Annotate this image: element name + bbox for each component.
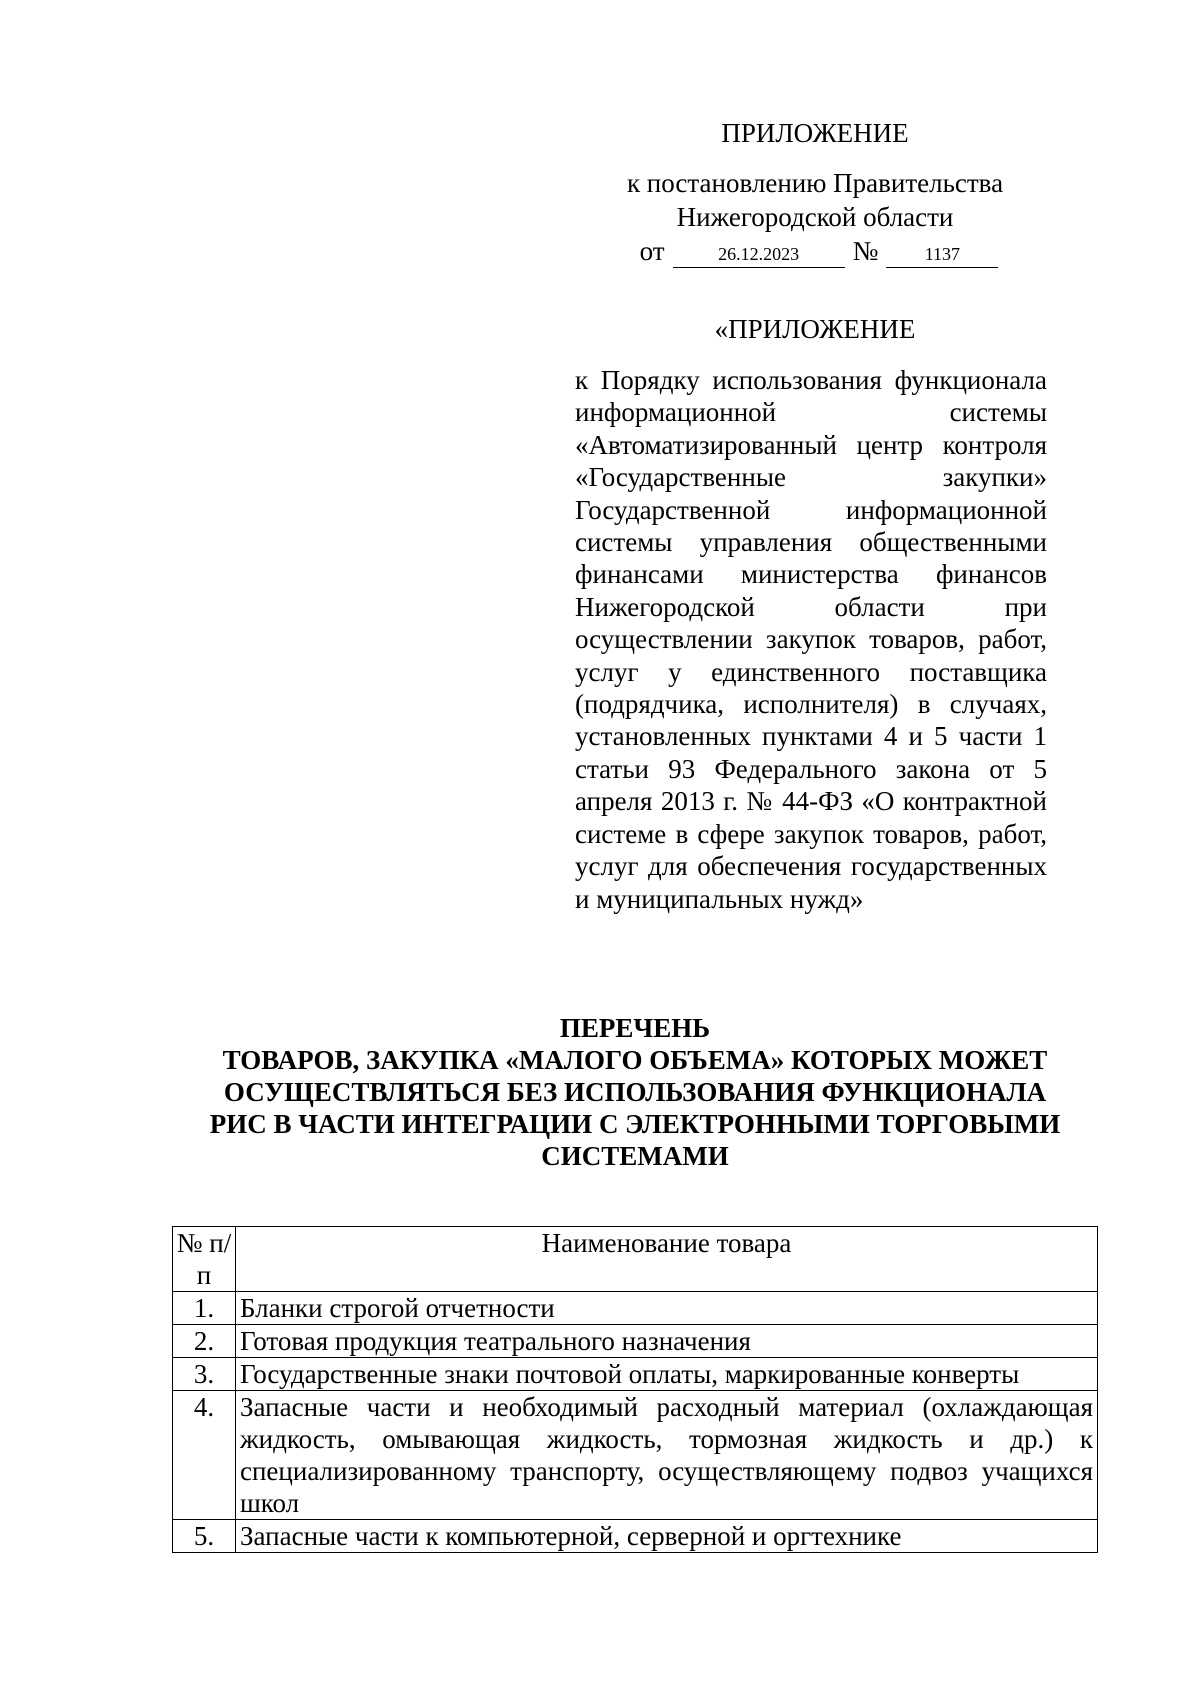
table-row (173, 1325, 1098, 1358)
table-row (173, 1520, 1098, 1553)
appendix-title: ПРИЛОЖЕНИЕ (721, 118, 909, 148)
table-row (173, 1391, 1098, 1520)
list-title-line-2: ТОВАРОВ, ЗАКУПКА «МАЛОГО ОБЪЕМА» КОТОРЫХ МОЖЕТ (222, 1045, 1048, 1075)
resolution-date-line (590, 234, 1040, 268)
from-label: от (639, 236, 665, 266)
row-name: Запасные части к компьютерной, серверной и оргтехнике (236, 1520, 1098, 1553)
table-row (173, 1358, 1098, 1391)
number-label: № (852, 236, 879, 266)
row-number: 3. (173, 1358, 236, 1391)
row-name: Запасные части и необходимый расходный материал (охлаждающая жидкость, омывающая жидкость, тормозная жидкость и др.) к специализированному транспорту, осуществляющему подвоз учащихся школ (236, 1391, 1098, 1520)
row-name: Готовая продукция театрального назначения (236, 1325, 1098, 1358)
row-number: 1. (173, 1292, 236, 1325)
order-reference-text: к Порядку использования функционала информационной системы «Автоматизированный центр контроля «Государственные закупки» Государственной информационной системы управления общественными финансами министерства финансов Нижегородской области при осуществлении закупок товаров, работ, услуг у единственного поставщика (подрядчика, исполнителя) в случаях, установленных пунктами 4 и 5 части 1 статьи 93 Федерального закона от 5 апреля 2013 г. № 44-ФЗ «О контрактной системе в сфере закупок товаров, работ, услуг для обеспечения государственных и муниципальных нужд» (575, 365, 1047, 914)
list-title-line-5: СИСТЕМАМИ (541, 1141, 729, 1171)
resolution-number: 1137 (886, 242, 998, 268)
appendix-line-2: Нижегородской области (676, 202, 954, 232)
list-title-line-1: ПЕРЕЧЕНЬ (559, 1013, 711, 1043)
goods-table (172, 1226, 1098, 1553)
appendix-header (590, 116, 1040, 268)
resolution-date: 26.12.2023 (673, 242, 845, 268)
list-title-line-4: РИС В ЧАСТИ ИНТЕГРАЦИИ С ЭЛЕКТРОННЫМИ ТОРГОВЫМИ (209, 1109, 1061, 1139)
row-number: 2. (173, 1325, 236, 1358)
header-number: № п/п (173, 1227, 236, 1292)
header-name: Наименование товара (236, 1227, 1098, 1292)
list-title (165, 1012, 1105, 1172)
appendix2-title: «ПРИЛОЖЕНИЕ (714, 314, 916, 344)
row-number: 5. (173, 1520, 236, 1553)
row-number: 4. (173, 1391, 236, 1520)
row-name: Бланки строгой отчетности (236, 1292, 1098, 1325)
appendix-line-1: к постановлению Правительства (626, 168, 1004, 198)
list-title-line-3: ОСУЩЕСТВЛЯТЬСЯ БЕЗ ИСПОЛЬЗОВАНИЯ ФУНКЦИОНАЛА (223, 1077, 1047, 1107)
table-header-row (173, 1227, 1098, 1292)
table-row (173, 1292, 1098, 1325)
row-name: Государственные знаки почтовой оплаты, маркированные конверты (236, 1358, 1098, 1391)
